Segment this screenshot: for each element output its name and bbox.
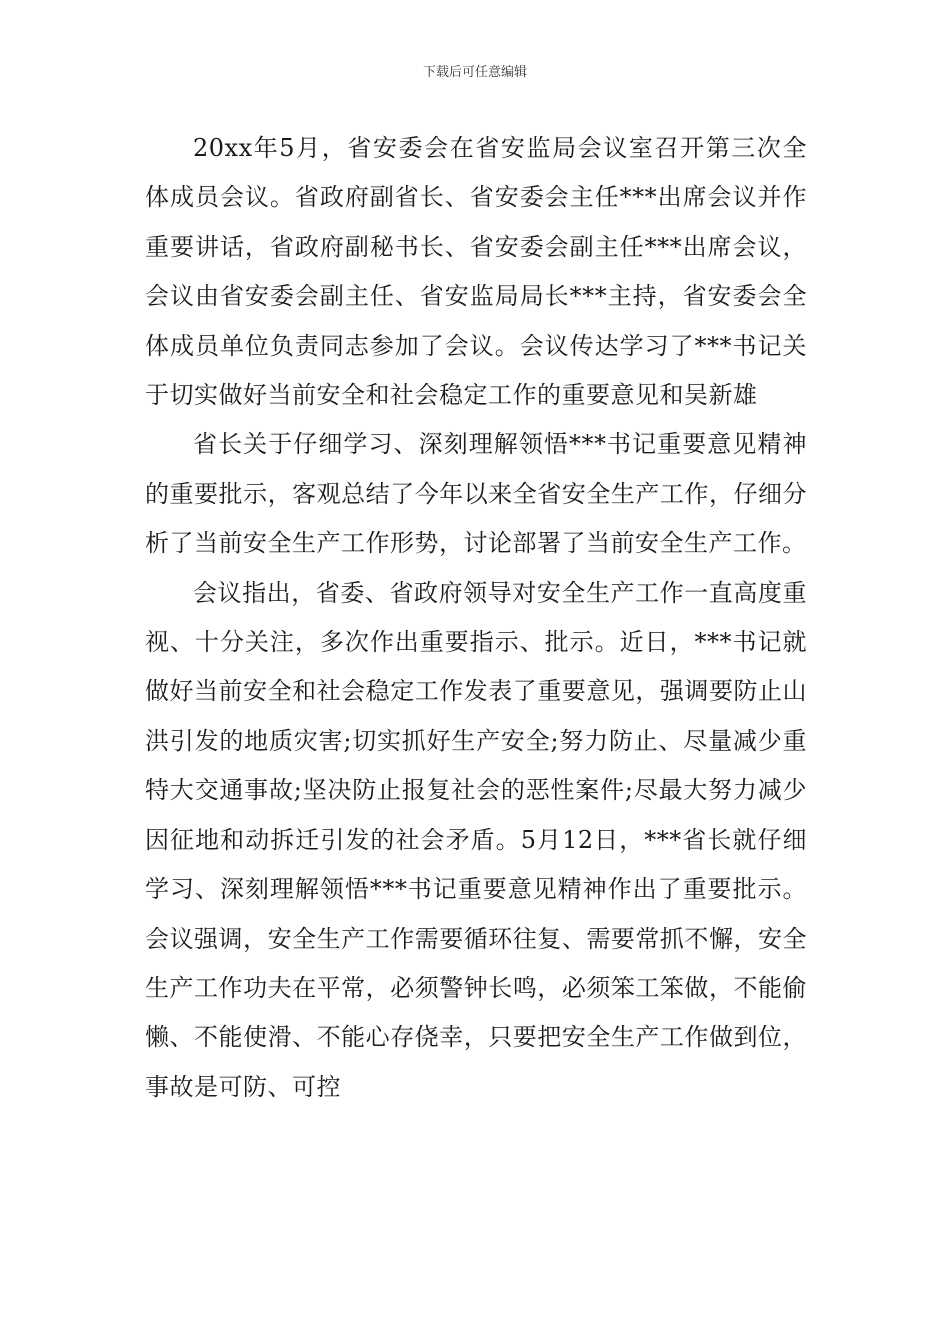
paragraph: 省长关于仔细学习、深刻理解领悟***书记重要意见精神的重要批示，客观总结了今年以来全省安全生产工作，仔细分析了当前安全生产工作形势，讨论部署了当前安全生产工作。 bbox=[145, 430, 807, 558]
paragraph: 20xx年5月，省安委会在省安监局会议室召开第三次全体成员会议。省政府副省长、省安委会主任***出席会议并作重要讲话，省政府副秘书长、省安委会副主任***出席会议，会议由省安委会副主任、省安监局局长***主持，省安委会全体成员单位负责同志参加了会议。会议传达学习了***书记关于切实做好当前安全和社会稳定工作的重要意见和吴新雄 bbox=[145, 134, 807, 410]
paragraph: 会议指出，省委、省政府领导对安全生产工作一直高度重视、十分关注，多次作出重要指示、批示。近日，***书记就做好当前安全和社会稳定工作发表了重要意见，强调要防止山洪引发的地质灾害;切实抓好生产安全;努力防止、尽量减少重特大交通事故;坚决防止报复社会的恶性案件;尽最大努力减少因征地和动拆迁引发的社会矛盾。5月12日，***省长就仔细学习、深刻理解领悟***书记重要意见精神作出了重要批示。会议强调，安全生产工作需要循环往复、需要常抓不懈，安全生产工作功夫在平常，必须警钟长鸣，必须笨工笨做，不能偷懒、不能使滑、不能心存侥幸，只要把安全生产工作做到位，事故是可防、可控 bbox=[145, 578, 807, 1101]
document-body bbox=[145, 124, 807, 1112]
page-header: 下载后可任意编辑 bbox=[422, 65, 527, 80]
